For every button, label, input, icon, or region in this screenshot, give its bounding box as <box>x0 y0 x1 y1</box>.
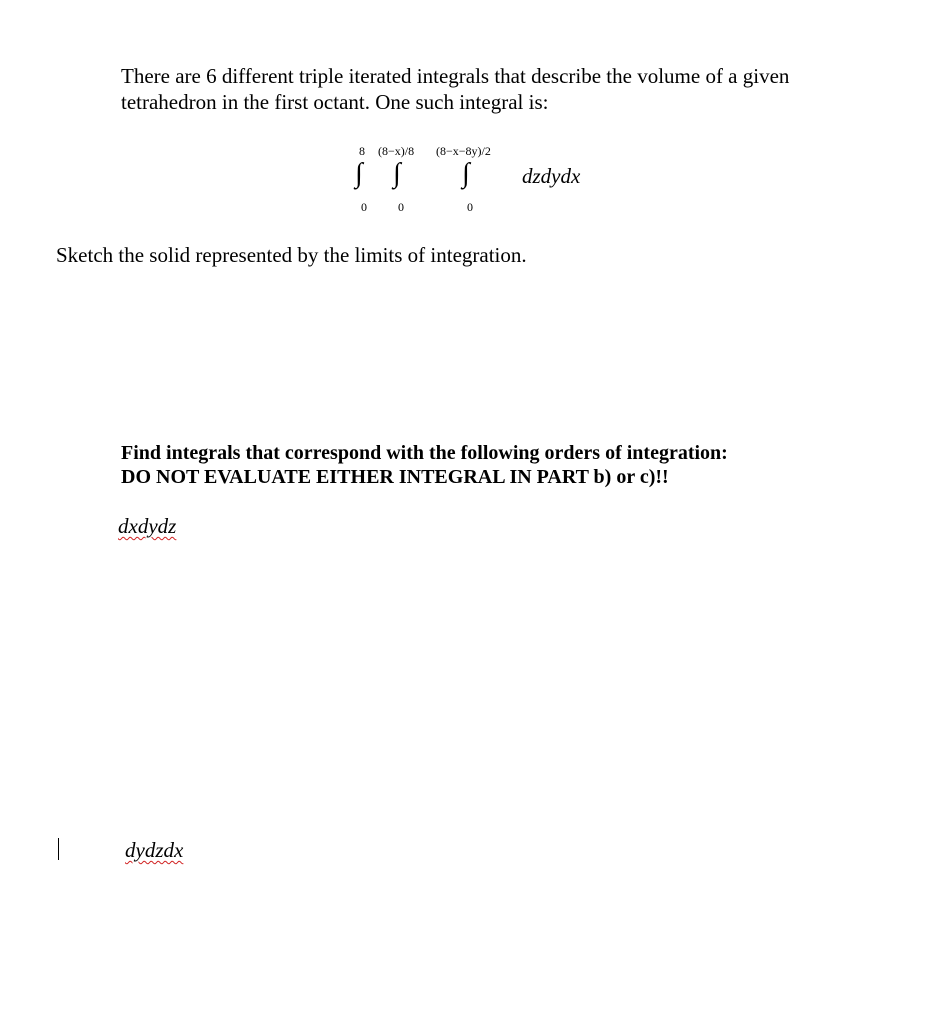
integral-differential: dzdydx <box>522 164 581 188</box>
middle-upper-limit: (8−x)/8 <box>378 144 415 158</box>
inner-upper-limit: (8−x−8y)/2 <box>436 144 491 158</box>
order-c-dydzdx[interactable]: dydzdx <box>125 838 184 862</box>
outer-upper-limit: 8 <box>359 144 365 158</box>
text-cursor <box>58 838 59 860</box>
inner-lower-limit: 0 <box>467 200 473 214</box>
sketch-instruction: Sketch the solid represented by the limits of integration. <box>56 243 527 267</box>
find-integrals-heading <box>121 441 728 489</box>
find-line-1: Find integrals that correspond with the following orders of integration: <box>121 442 728 464</box>
intro-line-2: tetrahedron in the first octant. One such integral is: <box>121 90 549 114</box>
order-b-dxdydz[interactable]: dxdydz <box>118 514 177 538</box>
middle-integral-sign: ∫ <box>393 158 401 189</box>
triple-integral-expression <box>0 0 947 230</box>
middle-lower-limit: 0 <box>398 200 404 214</box>
find-line-2: DO NOT EVALUATE EITHER INTEGRAL IN PART b) or c)!! <box>121 466 669 488</box>
intro-line-1: There are 6 different triple iterated integrals that describe the volume of a given <box>121 64 790 88</box>
inner-integral-sign: ∫ <box>462 158 470 189</box>
outer-lower-limit: 0 <box>361 200 367 214</box>
outer-integral-sign: ∫ <box>355 158 363 189</box>
